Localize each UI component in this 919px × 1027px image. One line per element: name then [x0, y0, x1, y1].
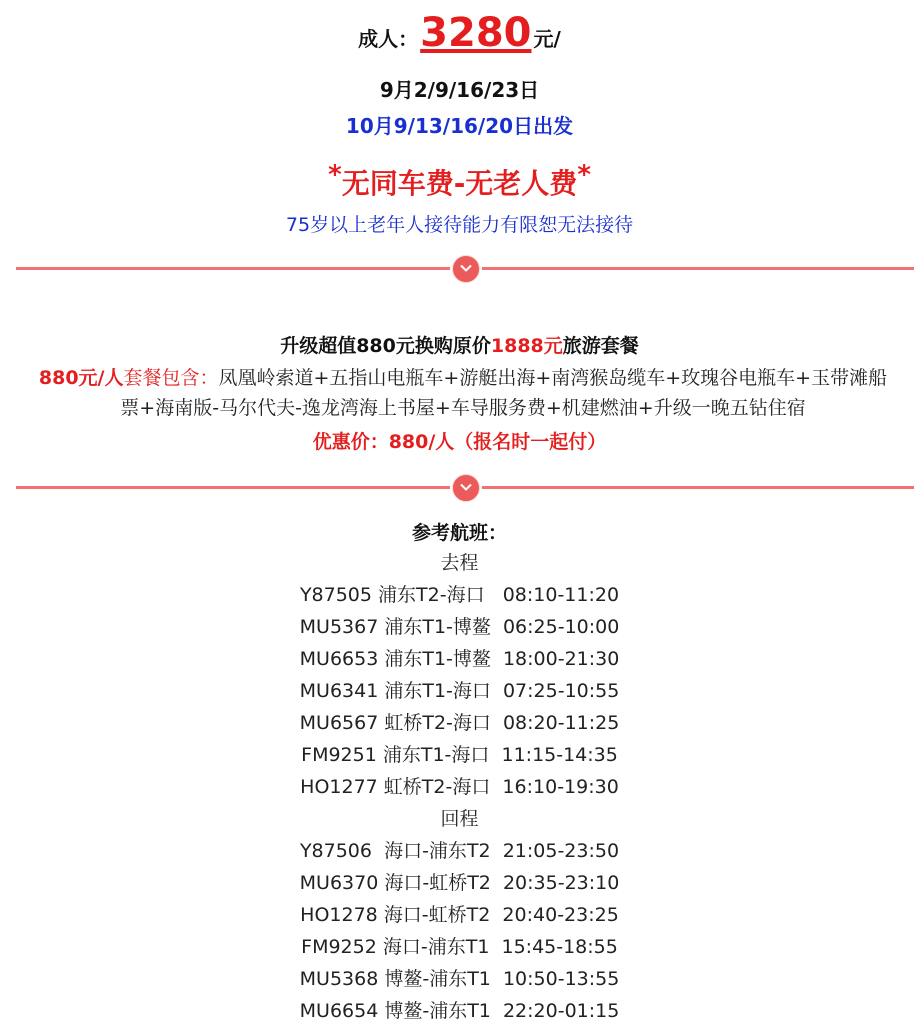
section-divider: [16, 486, 914, 489]
package-line-1: [18, 363, 908, 393]
package-items-2: 票+海南版-马尔代夫-逸龙湾海上书屋+车导服务费+机建燃油+升级一晚五钻住宿: [120, 397, 806, 419]
flight-row: Y87505 浦东T2-海口 08:10-11:20: [299, 584, 620, 606]
price-suffix: 元/: [533, 27, 561, 51]
flight-list: [0, 547, 919, 1027]
chevron-down-icon: [452, 474, 480, 502]
section-divider: [16, 267, 914, 270]
departure-dates-september: 9月2/9/16/23日: [379, 78, 540, 102]
upgrade-title: [0, 331, 919, 358]
discount-price: 优惠价：880/人（报名时一起付）: [312, 431, 607, 453]
flight-row: Y87506 海口-浦东T2 21:05-23:50: [299, 840, 620, 862]
flight-row: MU6567 虹桥T2-海口 08:20-11:25: [299, 712, 620, 734]
flight-row: MU5367 浦东T1-博鳌 06:25-10:00: [299, 616, 620, 638]
star-left: *: [328, 160, 342, 190]
departure-dates-october: 10月9/13/16/20日出发: [345, 114, 574, 138]
flight-row: MU6654 博鳌-浦东T1 22:20-01:15: [299, 1000, 620, 1022]
chevron-down-icon: [452, 255, 480, 283]
package-items-1: 凤凰岭索道+五指山电瓶车+游艇出海+南湾猴岛缆车+玫瑰谷电瓶车+玉带滩船: [218, 367, 888, 389]
package-lead-text: 套餐包含：: [123, 367, 219, 389]
star-right: *: [577, 160, 591, 190]
adult-price: 3280: [420, 10, 532, 56]
age-note: 75岁以上老年人接待能力有限恕无法接待: [285, 214, 634, 236]
return-label: 回程: [440, 808, 479, 830]
flight-row: MU5368 博鳌-浦东T1 10:50-13:55: [299, 968, 620, 990]
flights-title: 参考航班：: [411, 522, 507, 544]
upgrade-title-prefix: 升级超值880元换购原价: [280, 335, 491, 357]
package-contents: [18, 363, 908, 423]
flight-row: MU6653 浦东T1-博鳌 18:00-21:30: [299, 648, 620, 670]
flight-row: MU6341 浦东T1-海口 07:25-10:55: [299, 680, 620, 702]
package-lead: [39, 367, 219, 389]
upgrade-title-suffix: 旅游套餐: [562, 335, 639, 357]
no-fee-text: 无同车费-无老人费: [341, 167, 578, 200]
flight-row: HO1277 虹桥T2-海口 16:10-19:30: [300, 776, 619, 798]
flight-row: FM9252 海口-浦东T1 15:45-18:55: [301, 936, 618, 958]
package-price: 880元/人: [38, 367, 124, 389]
price-line: [0, 10, 919, 56]
flight-row: FM9251 浦东T1-海口 11:15-14:35: [301, 744, 618, 766]
flight-row: HO1278 海口-虹桥T2 20:40-23:25: [300, 904, 619, 926]
no-fee-banner: [0, 160, 919, 202]
adult-label: 成人：: [358, 27, 419, 51]
outbound-label: 去程: [440, 552, 479, 574]
flight-row: MU6370 海口-虹桥T2 20:35-23:10: [299, 872, 620, 894]
upgrade-original-price: 1888元: [490, 335, 563, 357]
